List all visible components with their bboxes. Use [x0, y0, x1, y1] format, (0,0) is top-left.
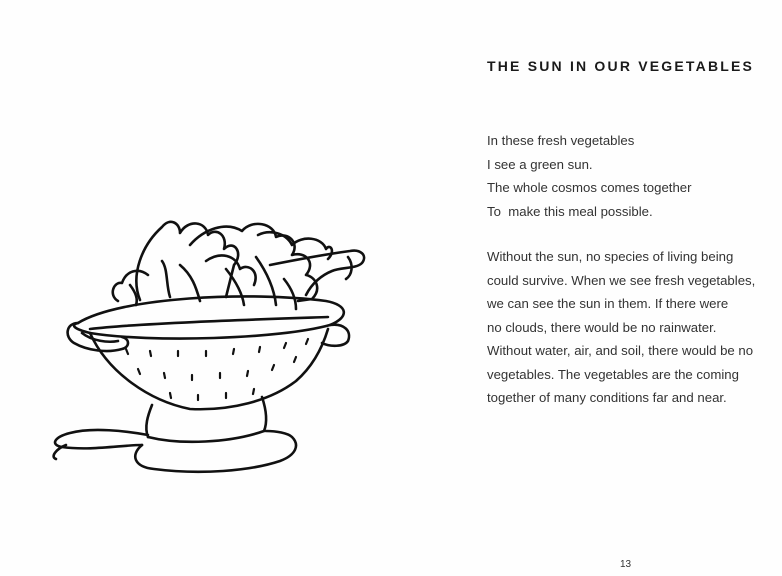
prose-line: we can see the sun in them. If there were [487, 296, 729, 311]
colander-icon [30, 205, 375, 490]
prose-line: Without the sun, no species of living being [487, 249, 734, 264]
page-title: THE SUN IN OUR VEGETABLES [487, 58, 755, 74]
gatha-verse [487, 129, 692, 223]
page-number: 13 [620, 559, 632, 570]
commentary-paragraph [487, 245, 755, 410]
colander-lettuce-illustration [30, 205, 375, 490]
prose-line: together of many conditions far and near. [487, 390, 727, 405]
prose-line: vegetables. The vegetables are the coming [487, 366, 739, 382]
gatha-line: To make this meal possible. [487, 203, 653, 219]
prose-line: no clouds, there would be no rainwater. [487, 319, 717, 335]
prose-line: could survive. When we see fresh vegetables, [487, 272, 756, 288]
gatha-line: I see a green sun. [487, 156, 593, 172]
gatha-line: The whole cosmos comes together [487, 180, 692, 195]
prose-line: Without water, air, and soil, there would be no [487, 343, 754, 358]
gatha-line: In these fresh vegetables [487, 133, 635, 148]
